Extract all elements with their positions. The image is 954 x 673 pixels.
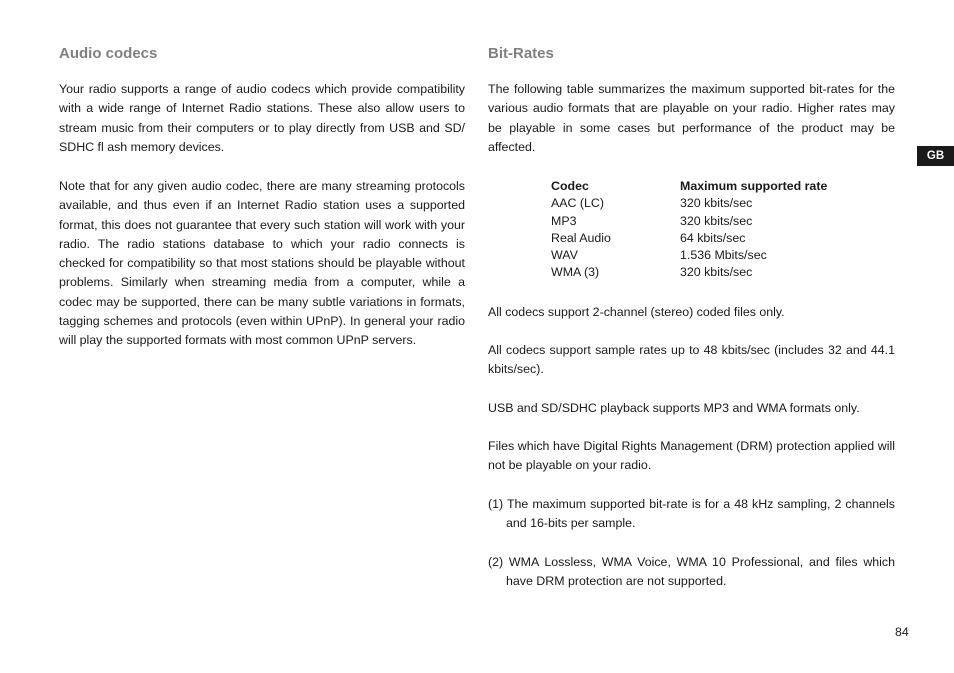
- table-row: [551, 213, 827, 230]
- rate-column-header: Maximum supported rate: [680, 179, 828, 193]
- usb-playback-paragraph: USB and SD/SDHC playback supports MP3 and WMA formats only.: [488, 401, 860, 415]
- table-row: [551, 195, 827, 212]
- table-header-row: [551, 178, 827, 195]
- footnote-2: (2) WMA Lossless, WMA Voice, WMA 10 Professional, and files which have DRM protection are not supported.: [488, 555, 895, 589]
- stereo-paragraph: All codecs support 2-channel (stereo) coded files only.: [488, 305, 785, 319]
- footnote-1: (1) The maximum supported bit-rate is for a 48 kHz sampling, 2 channels and 16-bits per sample.: [488, 497, 895, 531]
- page-number: 84: [895, 625, 909, 639]
- rate-cell: 320 kbits/sec: [680, 213, 753, 228]
- drm-paragraph: Files which have Digital Rights Management (DRM) protection applied will not be playable on your radio.: [488, 439, 895, 473]
- language-tab-gb: GB: [917, 146, 954, 166]
- rate-cell: 320 kbits/sec: [680, 265, 753, 280]
- codec-cell: Real Audio: [551, 230, 611, 245]
- audio-codecs-paragraph-2: Note that for any given audio codec, there are many streaming protocols available, and thus even if an Internet Radio station uses a supported format, this does not guarantee that every such station will work with your radio. The radio stations database to which your radio connects is checked for compatibility so that most stations should be playable without problems. Similarly when streaming media from a computer, while a codec may be supported, there can be many subtle variations in formats, tagging schemes and protocols (even within UPnP). In general your radio will play the supported formats with most common UPnP servers.: [59, 179, 465, 348]
- codec-column-header: Codec: [551, 179, 589, 193]
- table-row: [551, 247, 827, 264]
- bit-rates-intro: The following table summarizes the maximum supported bit-rates for the various audio formats that are playable on your radio. Higher rates may be playable in some cases but performance of the product may be affected.: [488, 82, 895, 154]
- codec-cell: MP3: [551, 213, 577, 228]
- bit-rates-table: [551, 178, 827, 282]
- audio-codecs-heading: Audio codecs: [59, 45, 158, 62]
- audio-codecs-paragraph-1: Your radio supports a range of audio codecs which provide compatibility with a wide range of Internet Radio stations. These also allow users to stream music from their computers or to play directly from USB and SD/ SDHC fl ash memory devices.: [59, 82, 465, 154]
- rate-cell: 320 kbits/sec: [680, 196, 753, 211]
- codec-cell: AAC (LC): [551, 196, 605, 211]
- rate-cell: 1.536 Mbits/sec: [680, 248, 767, 263]
- table-row: [551, 230, 827, 247]
- codec-cell: WAV: [551, 248, 578, 263]
- table-row: [551, 264, 827, 281]
- bit-rates-heading: Bit-Rates: [488, 45, 554, 62]
- rate-cell: 64 kbits/sec: [680, 230, 746, 245]
- codec-cell: WMA (3): [551, 265, 600, 280]
- sample-rate-paragraph: All codecs support sample rates up to 48 kbits/sec (includes 32 and 44.1 kbits/sec).: [488, 343, 895, 377]
